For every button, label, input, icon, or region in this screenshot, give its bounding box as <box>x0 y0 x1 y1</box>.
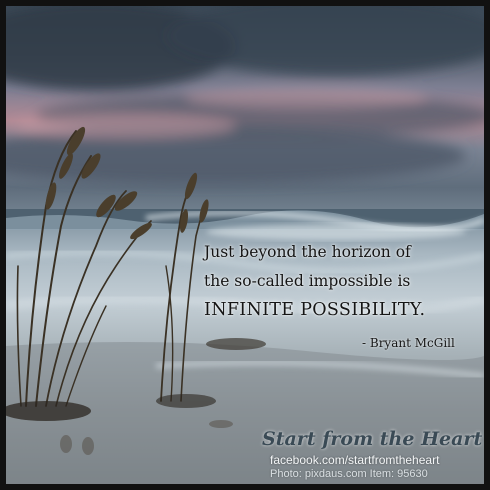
seaweed-clump <box>206 338 266 350</box>
quote-line-1: Just beyond the horizon of <box>204 243 411 261</box>
brand-name: Start from the Heart <box>262 428 483 450</box>
quote-text <box>204 238 474 325</box>
quote-line-3: INFINITE POSSIBILITY. <box>204 300 426 320</box>
photo-credit: Photo: pixdaus.com Item: 95630 <box>270 468 428 480</box>
quote-line-2: the so-called impossible is <box>204 272 411 290</box>
facebook-url: facebook.com/startfromtheheart <box>270 453 440 467</box>
quote-author: - Bryant McGill <box>362 336 455 350</box>
storm-clouds <box>6 6 484 184</box>
